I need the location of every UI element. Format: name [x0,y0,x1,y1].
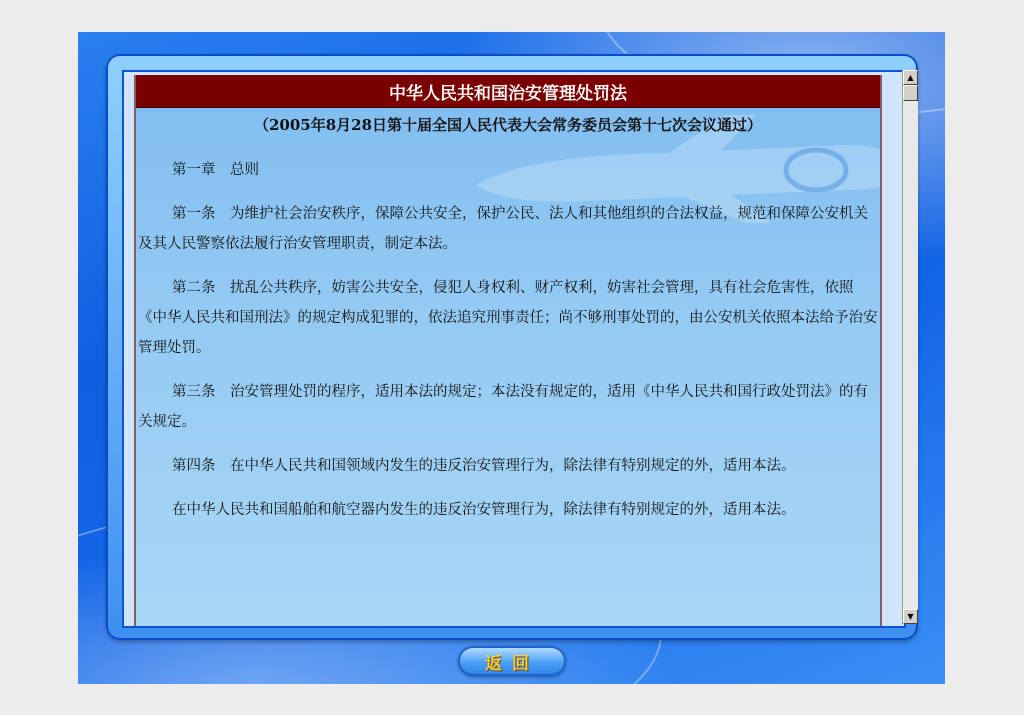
scroll-up-icon[interactable]: ▲ [903,70,918,85]
content-frame [106,54,918,640]
article-label: 第四条 [172,458,216,474]
article-text: 在中华人民共和国船舶和航空器内发生的违反治安管理行为，除法律有特别规定的外，适用本法。 [172,502,796,518]
document-subtitle: （2005年8月28日第十届全国人民代表大会常务委员会第十七次会议通过） [253,116,763,134]
article-3 [136,377,880,437]
article-4-paragraph-2 [136,495,880,525]
app-window [78,32,945,684]
article-4 [136,451,880,481]
back-button[interactable]: 返回 [458,646,566,676]
scroll-thumb[interactable] [903,85,918,101]
vertical-scrollbar[interactable] [902,70,918,624]
article-text: 在中华人民共和国领域内发生的违反治安管理行为，除法律有特别规定的外，适用本法。 [230,458,796,474]
scroll-down-icon[interactable]: ▼ [903,609,918,624]
chapter-label: 第一章 总则 [172,162,259,178]
article-text: 扰乱公共秩序，妨害公共安全，侵犯人身权利、财产权利，妨害社会管理，具有社会危害性，依照《中华人民共和国刑法》的规定构成犯罪的，依法追究刑事责任；尚不够刑事处罚的，由公安机关依照本法给予治安管理处罚。 [138,280,878,356]
chapter-heading [136,155,880,185]
document-title: 中华人民共和国治安管理处罚法 [136,75,880,108]
article-label: 第三条 [172,384,216,400]
article-1 [136,199,880,259]
article-label: 第一条 [172,206,216,222]
article-label: 第二条 [172,280,216,296]
scroll-viewport [122,70,906,628]
article-text: 为维护社会治安秩序，保障公共安全，保护公民、法人和其他组织的合法权益，规范和保障公安机关及其人民警察依法履行治安管理职责，制定本法。 [138,206,868,252]
law-document [134,75,882,626]
article-2 [136,273,880,363]
article-text: 治安管理处罚的程序，适用本法的规定；本法没有规定的，适用《中华人民共和国行政处罚法》的有关规定。 [138,384,868,430]
